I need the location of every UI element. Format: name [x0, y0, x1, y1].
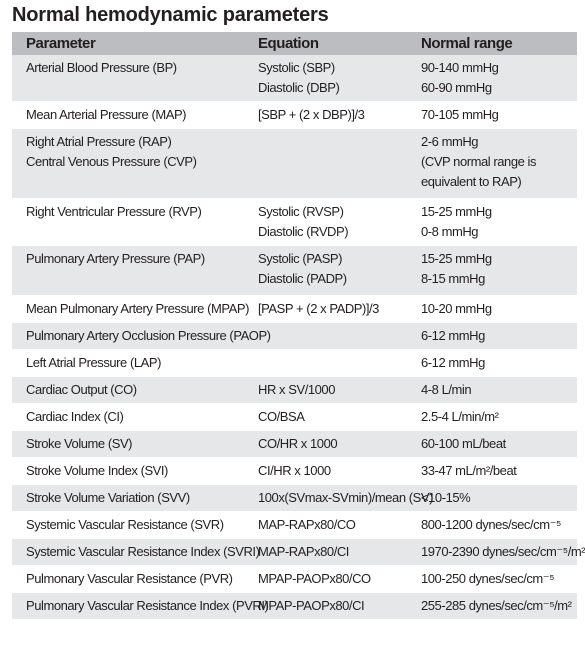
table-row	[12, 102, 577, 129]
header-equation: Equation	[258, 35, 319, 52]
normal-range-cell-line: 15-25 mmHg	[421, 251, 492, 266]
parameter-cell-line: Pulmonary Artery Pressure (PAP)	[26, 251, 205, 266]
table-row	[12, 404, 577, 431]
hemodynamic-table	[12, 32, 585, 620]
table-row	[12, 539, 585, 566]
normal-range-cell-line: (CVP normal range is	[421, 154, 537, 169]
normal-range-cell-line: 100-250 dynes/sec/cm⁻⁵	[421, 571, 555, 586]
table-row	[12, 485, 577, 512]
equation-cell-line: CO/HR x 1000	[258, 436, 338, 451]
equation-cell-line: Diastolic (PADP)	[258, 271, 347, 286]
parameter-cell	[12, 485, 244, 511]
normal-range-cell-line: 60-100 mL/beat	[421, 436, 506, 451]
parameter-cell	[12, 199, 244, 245]
equation-cell-line: [PASP + (2 x PADP)]/3	[258, 301, 379, 316]
parameter-cell-line: Left Atrial Pressure (LAP)	[26, 355, 161, 370]
normal-range-cell	[407, 539, 585, 565]
parameter-cell	[12, 246, 244, 295]
parameter-cell-line: Right Atrial Pressure (RAP)	[26, 134, 172, 149]
parameter-cell	[12, 350, 244, 376]
table-row	[12, 350, 577, 377]
normal-range-cell	[407, 431, 577, 457]
normal-range-cell	[407, 404, 577, 430]
parameter-cell-line: Stroke Volume Variation (SVV)	[26, 490, 190, 505]
normal-range-cell-line: 6-12 mmHg	[421, 355, 485, 370]
equation-cell	[244, 458, 407, 484]
parameter-cell	[12, 323, 271, 349]
normal-range-cell-line: 33-47 mL/m²/beat	[421, 463, 517, 478]
equation-cell-line: [SBP + (2 x DBP)]/3	[258, 107, 365, 122]
normal-range-cell-line: 6-12 mmHg	[421, 328, 485, 343]
normal-range-cell	[407, 129, 577, 198]
parameter-cell	[12, 102, 244, 128]
normal-range-cell	[407, 458, 577, 484]
header-parameter: Parameter	[26, 35, 96, 52]
equation-cell-line: HR x SV/1000	[258, 382, 335, 397]
parameter-cell	[12, 458, 244, 484]
table-row	[12, 296, 577, 323]
equation-cell	[244, 296, 407, 322]
normal-range-cell-line: <10-15%	[421, 490, 471, 505]
normal-range-cell-line: 8-15 mmHg	[421, 271, 485, 286]
normal-range-cell	[407, 55, 577, 101]
normal-range-cell-line: 70-105 mmHg	[421, 107, 499, 122]
normal-range-cell	[407, 199, 577, 245]
normal-range-cell	[407, 296, 577, 322]
equation-cell-line: Systolic (RVSP)	[258, 204, 344, 219]
parameter-cell	[12, 566, 244, 592]
normal-range-cell-line: 2-6 mmHg	[421, 134, 479, 149]
normal-range-cell-line: 0-8 mmHg	[421, 224, 479, 239]
parameter-cell-line: Stroke Volume (SV)	[26, 436, 133, 451]
normal-range-cell	[407, 102, 577, 128]
parameter-cell	[12, 512, 244, 538]
table-header-row	[12, 32, 577, 55]
normal-range-cell-line: 4-8 L/min	[421, 382, 472, 397]
equation-cell-line: MAP-RAPx80/CO	[258, 517, 356, 532]
page-title: Normal hemodynamic parameters	[12, 4, 329, 26]
equation-cell-line: MPAP-PAOPx80/CO	[258, 571, 371, 586]
parameter-cell	[12, 431, 244, 457]
normal-range-cell	[407, 512, 577, 538]
equation-cell	[244, 566, 407, 592]
parameter-cell-line: Cardiac Index (CI)	[26, 409, 124, 424]
parameter-cell-line: Cardiac Output (CO)	[26, 382, 137, 397]
normal-range-cell-line: 255-285 dynes/sec/cm⁻⁵/m²	[421, 598, 572, 613]
equation-cell	[244, 404, 407, 430]
parameter-cell-line: Systemic Vascular Resistance Index (SVRI)	[26, 544, 260, 559]
equation-cell	[244, 350, 407, 376]
equation-cell	[244, 593, 407, 619]
equation-cell	[244, 55, 407, 101]
table-row	[12, 566, 577, 593]
normal-range-cell-line: 60-90 mmHg	[421, 80, 492, 95]
equation-cell	[244, 485, 433, 511]
normal-range-cell	[407, 350, 577, 376]
parameter-cell-line: Pulmonary Vascular Resistance Index (PVRI)	[26, 598, 269, 613]
normal-range-cell-line: 15-25 mmHg	[421, 204, 492, 219]
normal-range-cell	[407, 377, 577, 403]
equation-cell-line: Diastolic (DBP)	[258, 80, 340, 95]
table-row	[12, 129, 577, 199]
parameter-cell-line: Pulmonary Vascular Resistance (PVR)	[26, 571, 233, 586]
table-body	[12, 55, 585, 620]
equation-cell	[244, 539, 407, 565]
normal-range-cell	[407, 566, 577, 592]
normal-range-cell-line: 800-1200 dynes/sec/cm⁻⁵	[421, 517, 561, 532]
table-row	[12, 593, 577, 620]
equation-cell-line: Diastolic (RVDP)	[258, 224, 349, 239]
parameter-cell-line: Mean Pulmonary Artery Pressure (MPAP)	[26, 301, 249, 316]
table-row	[12, 55, 577, 102]
parameter-cell	[12, 404, 244, 430]
equation-cell	[244, 323, 407, 349]
equation-cell	[244, 377, 407, 403]
equation-cell-line: Systolic (PASP)	[258, 251, 343, 266]
table-row	[12, 512, 577, 539]
normal-range-cell-line: 90-140 mmHg	[421, 60, 499, 75]
normal-range-cell	[407, 246, 577, 295]
normal-range-cell	[407, 485, 577, 511]
normal-range-cell	[407, 593, 577, 619]
table-row	[12, 323, 577, 350]
parameter-cell	[12, 593, 269, 619]
parameter-cell	[12, 296, 249, 322]
header-normal-range: Normal range	[421, 35, 513, 52]
equation-cell	[244, 512, 407, 538]
normal-range-cell-line: 2.5-4 L/min/m²	[421, 409, 499, 424]
parameter-cell	[12, 129, 244, 198]
equation-cell-line: 100x(SVmax-SVmin)/mean (SV)	[258, 490, 433, 505]
table-row	[12, 199, 577, 246]
parameter-cell	[12, 377, 244, 403]
table-row	[12, 458, 577, 485]
parameter-cell-line: Mean Arterial Pressure (MAP)	[26, 107, 187, 122]
table-row	[12, 246, 577, 296]
parameter-cell-line: Right Ventricular Pressure (RVP)	[26, 204, 202, 219]
equation-cell-line: CI/HR x 1000	[258, 463, 331, 478]
equation-cell	[244, 129, 407, 198]
equation-cell	[244, 102, 407, 128]
parameter-cell	[12, 539, 260, 565]
parameter-cell-line: Stroke Volume Index (SVI)	[26, 463, 168, 478]
parameter-cell-line: Central Venous Pressure (CVP)	[26, 154, 197, 169]
normal-range-cell-line: equivalent to RAP)	[421, 174, 522, 189]
table-row	[12, 377, 577, 404]
equation-cell-line: MPAP-PAOPx80/CI	[258, 598, 365, 613]
equation-cell-line: CO/BSA	[258, 409, 305, 424]
equation-cell	[244, 246, 407, 295]
parameter-cell-line: Arterial Blood Pressure (BP)	[26, 60, 177, 75]
equation-cell	[244, 199, 407, 245]
parameter-cell	[12, 55, 244, 101]
normal-range-cell	[407, 323, 577, 349]
table-row	[12, 431, 577, 458]
equation-cell-line: MAP-RAPx80/CI	[258, 544, 349, 559]
equation-cell-line: Systolic (SBP)	[258, 60, 335, 75]
normal-range-cell-line: 1970-2390 dynes/sec/cm⁻⁵/m²	[421, 544, 585, 559]
equation-cell	[244, 431, 407, 457]
parameter-cell-line: Systemic Vascular Resistance (SVR)	[26, 517, 224, 532]
normal-range-cell-line: 10-20 mmHg	[421, 301, 492, 316]
parameter-cell-line: Pulmonary Artery Occlusion Pressure (PAOP)	[26, 328, 271, 343]
